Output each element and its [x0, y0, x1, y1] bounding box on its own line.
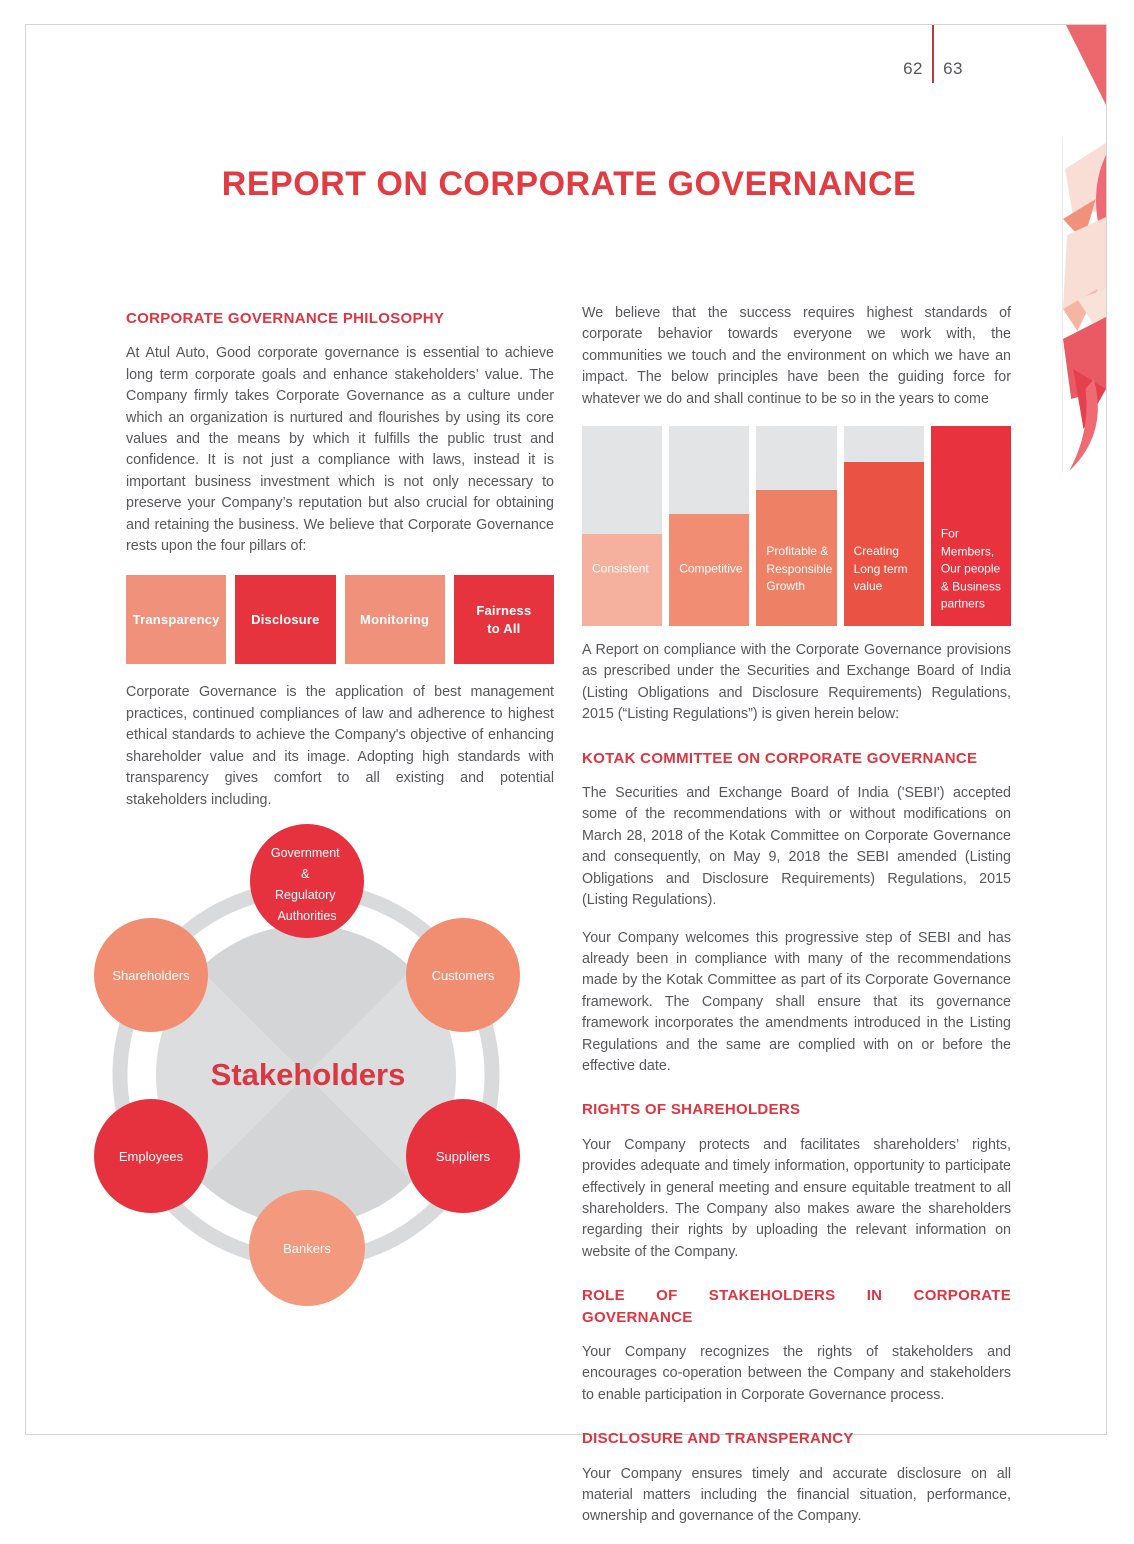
- pillar-label-line: to All: [487, 620, 521, 636]
- node-bankers-label: Bankers: [283, 1241, 331, 1256]
- left-column: [126, 303, 554, 827]
- stakeholders-diagram: [86, 823, 526, 1323]
- kotak-committee-heading: KOTAK COMMITTEE ON CORPORATE GOVERNANCE: [582, 749, 978, 767]
- role-paragraph: Your Company recognizes the rights of stakeholders and encourages co-operation between the Company and stakeholders to enable participation in Corporate Governance process.: [582, 1344, 1011, 1403]
- bar-label: Consistent: [592, 561, 649, 576]
- pillar-label-line: Fairness: [476, 602, 532, 618]
- node-employees-label: Employees: [118, 1149, 184, 1164]
- chart-column-competitive: [669, 426, 749, 626]
- pillar-label: Transparency: [132, 611, 220, 627]
- pillar-disclosure: [235, 575, 335, 664]
- kotak-paragraph-1: The Securities and Exchange Board of India ('SEBI') accepted some of the recommendations with or without modifications on March 28, 2018 of the Kotak Committee on Corporate Governance and consequently, on May 9, 2018 the SEBI amended (Listing Obligations and Disclosure Requirements) Regulations, 2015 (Listing Regulations).: [582, 785, 1011, 909]
- pillar-label: Monitoring: [360, 611, 430, 627]
- abstract-floral-art: [1063, 137, 1106, 472]
- philosophy-paragraph-2: Corporate Governance is the application of best management practices, continued compliances of law and adherence to highest ethical standards to achieve the Company's objective of enhancing shareholder value and its image. Adopting high standards with transparency gives comfort to all existing and potential stakeholders including.: [126, 684, 554, 808]
- node-customers-label: Customers: [431, 968, 495, 983]
- pillar-label: Disclosure: [251, 611, 320, 627]
- chart-column-members-partners: [931, 426, 1011, 626]
- bar-consistent: [582, 534, 662, 626]
- bar-label: For Members, Our people & Business partners: [940, 526, 1001, 611]
- corner-triangle-decoration: [1066, 25, 1106, 105]
- bar-label: Competitive: [679, 561, 743, 576]
- principles-bar-chart: [582, 426, 1011, 626]
- diagram-center-label: Stakeholders: [210, 1057, 406, 1092]
- rights-of-shareholders-heading: RIGHTS OF SHAREHOLDERS: [582, 1101, 801, 1119]
- report-compliance-paragraph: A Report on compliance with the Corporate Governance provisions as prescribed under the Securities and Exchange Board of India (Listing Obligations and Disclosure Requirements) Regulations, 2015 (“Listing Regulations”) is given herein below:: [582, 642, 1011, 723]
- page-number-divider: [932, 25, 934, 83]
- pillar-monitoring: [345, 575, 445, 664]
- page-number-right: 63: [943, 59, 963, 78]
- bar-label: Profitable & Responsible Growth: [766, 543, 833, 593]
- disclosure-transparency-heading: DISCLOSURE AND TRANSPERANCY: [582, 1430, 854, 1448]
- intro-paragraph: We believe that the success requires highest standards of corporate behavior towards everyone we work with, the communities we touch and the environment on which we have an impact. The below principles have been the guiding force for whatever we do and shall continue to be so in the years to come: [582, 305, 1011, 407]
- report-page: [25, 24, 1107, 1525]
- side-artwork-decoration: [1062, 137, 1106, 472]
- node-suppliers-label: Suppliers: [435, 1149, 491, 1164]
- philosophy-heading: CORPORATE GOVERNANCE PHILOSOPHY: [126, 310, 445, 327]
- stakeholders-diagram-svg: [86, 823, 526, 1323]
- page-title: REPORT ON CORPORATE GOVERNANCE: [221, 165, 917, 203]
- chart-column-consistent: [582, 426, 662, 626]
- disclosure-paragraph: Your Company ensures timely and accurate disclosure on all material matters including the financial situation, performance, ownership and governance of the Company.: [582, 1465, 1011, 1525]
- chart-column-long-term-value: [844, 426, 924, 626]
- kotak-paragraph-2: Your Company welcomes this progressive step of SEBI and has already been in compliance with many of the recommendations made by the Kotak Committee as part of its Corporate Governance framework. The Company shall ensure that its governance framework incorporates the amendments introduced in the Listing Regulations and the same are complied with on or before the effective date.: [582, 929, 1011, 1074]
- pillar-transparency: [126, 575, 226, 664]
- rights-paragraph: Your Company protects and facilitates shareholders’ rights, provides adequate and timely information, opportunity to participate effectively in general meeting and ensure equitable treatment to all shareholders. The Company also makes aware the shareholders regarding their rights by uploading the relevant information on website of the Company.: [582, 1136, 1011, 1260]
- node-government-label: Government & Regulatory Authorities: [270, 846, 340, 923]
- pillar-fairness: [454, 575, 554, 664]
- four-pillars-row: [126, 575, 554, 664]
- chart-column-profitable-growth: [756, 426, 836, 626]
- philosophy-paragraph-1: At Atul Auto, Good corporate governance is essential to achieve long term corporate goals and enhance stakeholders’ value. The Company firmly takes Corporate Governance as a culture under which an organization is nurtured and flourishes by using its core values and the means by which it fulfills the public trust and confidence. It is not just a compliance with laws, instead it is important business investment which is not only necessary to preserve your Company’s reputation but also crucial for obtaining and retaining the business. We believe that Corporate Governance rests upon the four pillars of:: [126, 345, 554, 555]
- page-number-left: 62: [903, 59, 923, 78]
- bar-label: Creating Long term value: [853, 543, 908, 593]
- role-of-stakeholders-heading: ROLE OF STAKEHOLDERS IN CORPORATE GOVERNANCE: [582, 1287, 1011, 1326]
- node-shareholders-label: Shareholders: [112, 968, 190, 983]
- right-column: [582, 303, 1011, 1544]
